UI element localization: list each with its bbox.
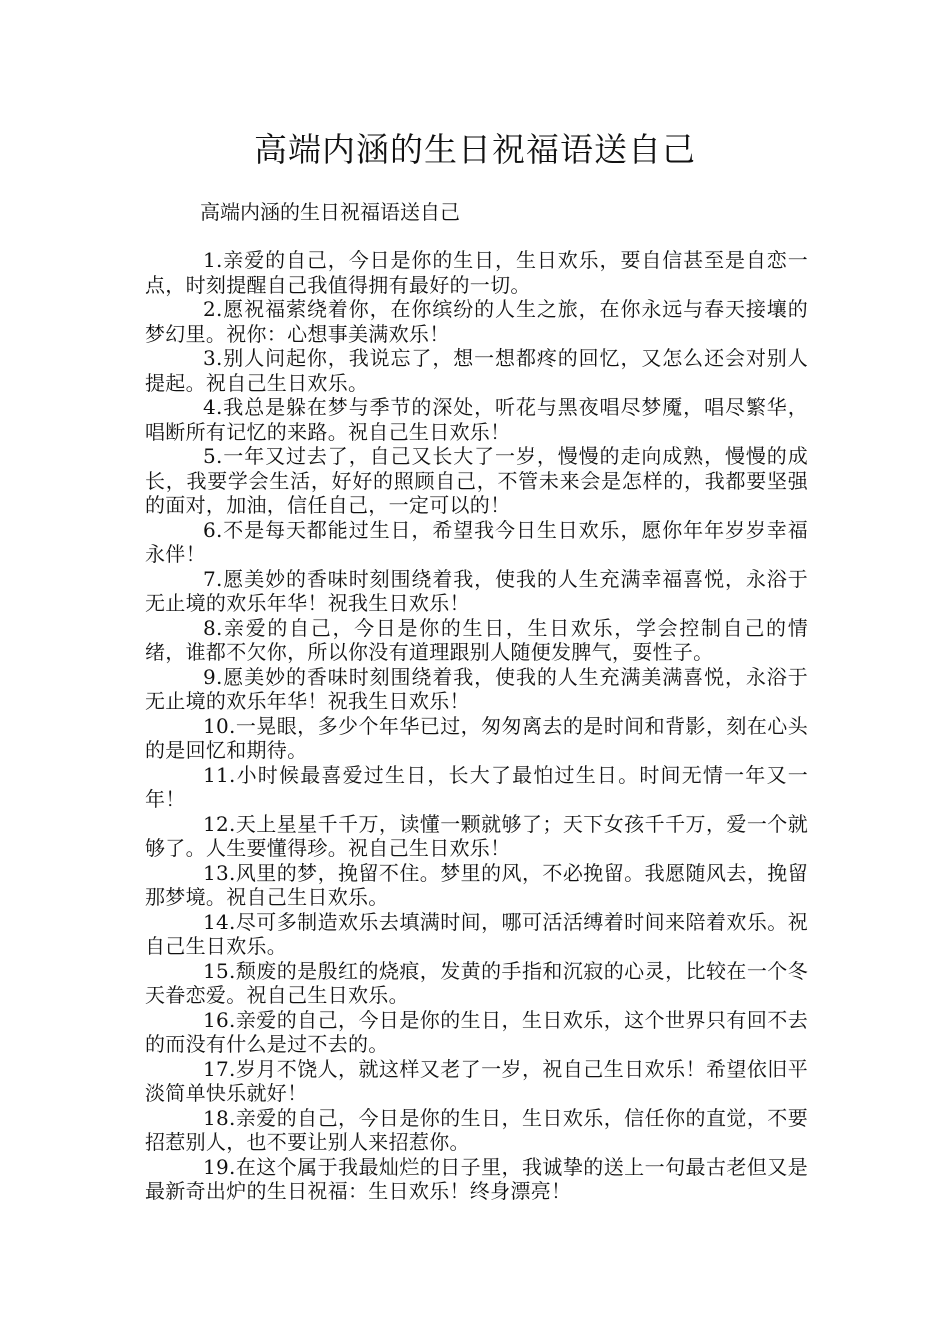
paragraph: 14.尽可多制造欢乐去填满时间，哪可活活缚着时间来陪着欢乐。祝自己生日欢乐。 — [145, 909, 808, 958]
paragraph: 10.一晃眼，多少个年华已过，匆匆离去的是时间和背影，刻在心头的是回忆和期待。 — [145, 713, 808, 762]
paragraph: 2.愿祝福萦绕着你，在你缤纷的人生之旅，在你永远与春天接壤的梦幻里。祝你：心想事美满欢乐！ — [145, 297, 808, 346]
paragraph: 17.岁月不饶人，就这样又老了一岁，祝自己生日欢乐！希望依旧平淡简单快乐就好！ — [145, 1056, 808, 1105]
paragraph: 7.愿美妙的香味时刻围绕着我，使我的人生充满幸福喜悦，永浴于无止境的欢乐年华！祝我生日欢乐！ — [145, 566, 808, 615]
paragraph: 19.在这个属于我最灿烂的日子里，我诚挚的送上一句最古老但又是最新奇出炉的生日祝福：生日欢乐！终身漂亮！ — [145, 1154, 808, 1203]
paragraph: 15.颓废的是殷红的烧痕，发黄的手指和沉寂的心灵，比较在一个冬天眷恋爱。祝自己生日欢乐。 — [145, 958, 808, 1007]
document-title: 高端内涵的生日祝福语送自己 — [254, 130, 696, 169]
paragraph: 4.我总是躲在梦与季节的深处，听花与黑夜唱尽梦魇，唱尽繁华，唱断所有记忆的来路。祝自己生日欢乐！ — [145, 395, 808, 444]
document-subtitle: 高端内涵的生日祝福语送自己 — [200, 200, 460, 224]
paragraph: 5.一年又过去了，自己又长大了一岁，慢慢的走向成熟，慢慢的成长，我要学会生活，好好的照顾自己，不管未来会是怎样的，我都要坚强的面对，加油，信任自己，一定可以的！ — [145, 444, 808, 517]
paragraph: 6.不是每天都能过生日，希望我今日生日欢乐，愿你年年岁岁幸福永伴！ — [145, 517, 808, 566]
paragraph: 11.小时候最喜爱过生日，长大了最怕过生日。时间无情一年又一年！ — [145, 762, 808, 811]
paragraph: 3.别人问起你，我说忘了，想一想都疼的回忆，又怎么还会对别人提起。祝自己生日欢乐。 — [145, 346, 808, 395]
paragraph: 8.亲爱的自己，今日是你的生日，生日欢乐，学会控制自己的情绪，谁都不欠你，所以你没有道理跟别人随便发脾气，耍性子。 — [145, 615, 808, 664]
paragraph: 1.亲爱的自己，今日是你的生日，生日欢乐，要自信甚至是自恋一点，时刻提醒自己我值得拥有最好的一切。 — [145, 248, 808, 297]
paragraph: 12.天上星星千千万，读懂一颗就够了；天下女孩千千万，爱一个就够了。人生要懂得珍。祝自己生日欢乐！ — [145, 811, 808, 860]
paragraph: 13.风里的梦，挽留不住。梦里的风，不必挽留。我愿随风去，挽留那梦境。祝自己生日欢乐。 — [145, 860, 808, 909]
document-body — [145, 248, 808, 1204]
paragraph: 9.愿美妙的香味时刻围绕着我，使我的人生充满美满喜悦，永浴于无止境的欢乐年华！祝我生日欢乐！ — [145, 664, 808, 713]
paragraph: 16.亲爱的自己，今日是你的生日，生日欢乐，这个世界只有回不去的而没有什么是过不去的。 — [145, 1007, 808, 1056]
paragraph: 18.亲爱的自己，今日是你的生日，生日欢乐，信任你的直觉，不要招惹别人，也不要让别人来招惹你。 — [145, 1105, 808, 1154]
